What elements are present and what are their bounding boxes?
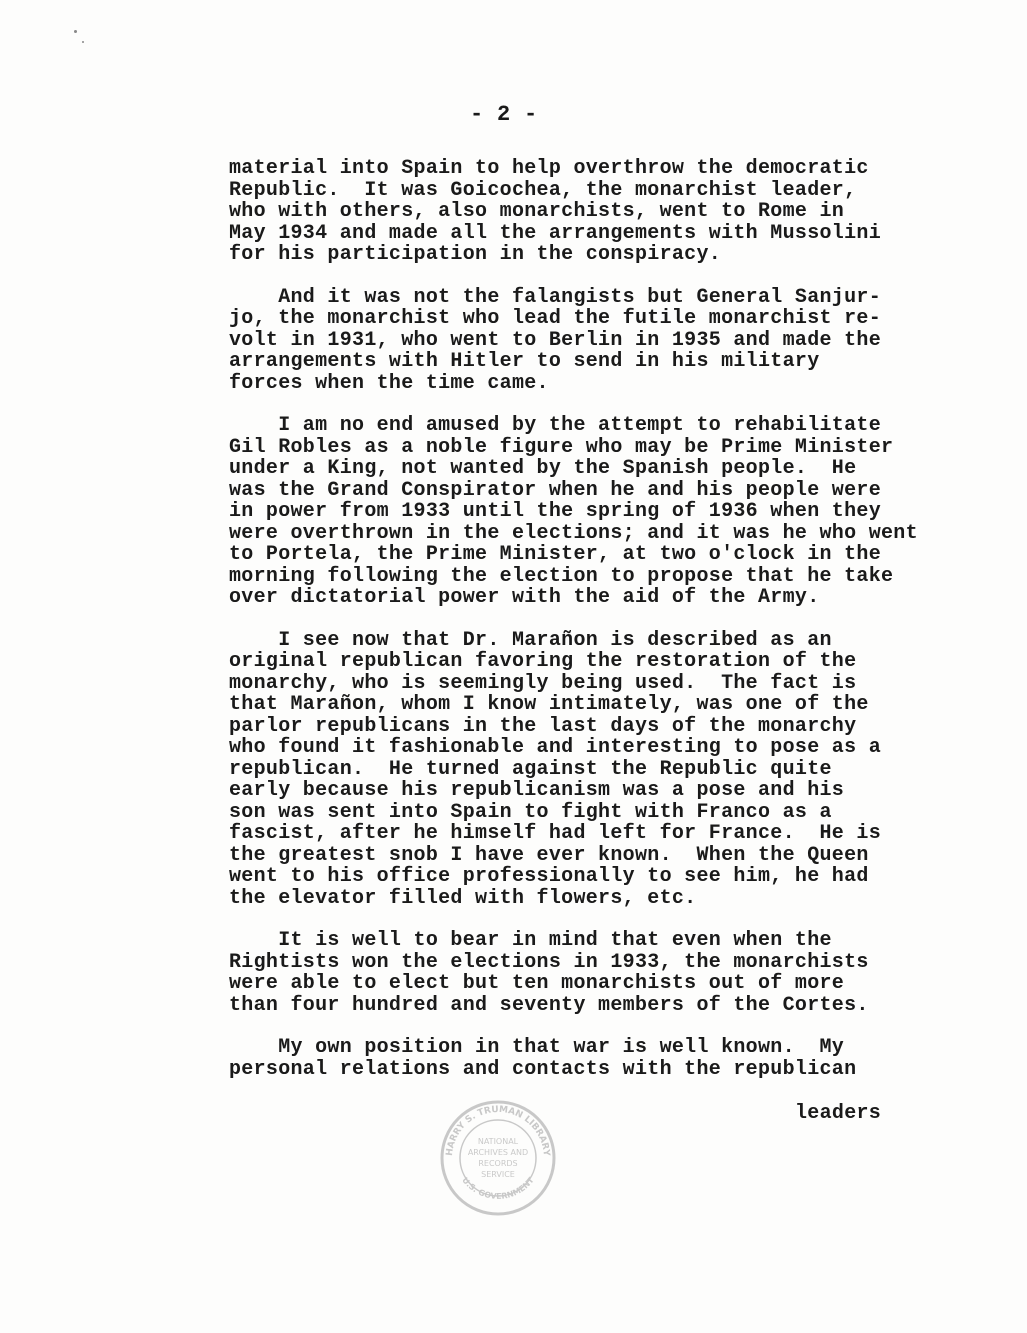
letter-body xyxy=(229,158,989,1101)
text-line: under a King, not wanted by the Spanish people. He xyxy=(229,457,857,480)
text-line: arrangements with Hitler to send in his military xyxy=(229,350,820,373)
text-line: volt in 1931, who went to Berlin in 1935 and made the xyxy=(229,328,882,352)
text-line: monarchy, who is seemingly being used. The fact is xyxy=(229,671,857,695)
text-line: Republic. It was Goicochea, the monarchist leader, xyxy=(229,178,857,202)
text-line: jo, the monarchist who lead the futile monarchist re- xyxy=(229,307,882,330)
stamp-line: SERVICE xyxy=(481,1170,515,1179)
text-line: than four hundred and seventy members of the Cortes. xyxy=(229,993,869,1017)
text-line: Rightists won the elections in 1933, the monarchists xyxy=(229,950,869,974)
text-line: And it was not the falangists but General Sanjur- xyxy=(229,285,882,309)
text-line: material into Spain to help overthrow the democratic xyxy=(229,157,869,180)
text-line: morning following the election to propose that he take xyxy=(229,564,894,588)
text-line: Gil Robles as a noble figure who may be Prime Minister xyxy=(229,435,894,459)
text-line: to Portela, the Prime Minister, at two o'clock in the xyxy=(229,543,882,566)
text-line: the greatest snob I have ever known. When the Queen xyxy=(229,843,869,867)
text-line: was the Grand Conspirator when he and his people were xyxy=(229,478,882,502)
page-number: - 2 - xyxy=(470,102,538,127)
text-line: May 1934 and made all the arrangements with Mussolini xyxy=(229,221,882,245)
paragraph xyxy=(229,287,989,395)
text-line: were overthrown in the elections; and it was he who went xyxy=(229,521,918,545)
text-line: It is well to bear in mind that even when the xyxy=(229,929,832,952)
text-line: personal relations and contacts with the republican xyxy=(229,1057,857,1081)
catchword: leaders xyxy=(795,1102,882,1125)
text-line: I see now that Dr. Marañon is described as an xyxy=(229,628,832,652)
paragraph xyxy=(229,415,989,609)
text-line: early because his republicanism was a pose and his xyxy=(229,779,845,802)
text-line: for his participation in the conspiracy. xyxy=(229,243,722,266)
text-line: son was sent into Spain to fight with Franco as a xyxy=(229,800,832,824)
stamp-ring-text-top: HARRY S. TRUMAN LIBRARY xyxy=(444,1104,552,1157)
stamp-line: ARCHIVES AND xyxy=(467,1148,529,1157)
paper-speck xyxy=(82,41,84,43)
archive-stamp-icon xyxy=(438,1098,558,1218)
text-line: that Marañon, whom I know intimately, was one of the xyxy=(229,693,869,716)
text-line: parlor republicans in the last days of the monarchy xyxy=(229,714,857,738)
stamp-line: NATIONAL xyxy=(477,1137,519,1146)
text-line: I am no end amused by the attempt to rehabilitate xyxy=(229,414,882,437)
text-line: went to his office professionally to see him, he had xyxy=(229,865,869,888)
paragraph xyxy=(229,630,989,910)
text-line: over dictatorial power with the aid of the Army. xyxy=(229,586,820,609)
text-line: My own position in that war is well known. My xyxy=(229,1036,845,1059)
paragraph xyxy=(229,930,989,1016)
stamp-line: RECORDS xyxy=(478,1159,518,1168)
text-line: forces when the time came. xyxy=(229,371,549,395)
paragraph xyxy=(229,158,989,266)
text-line: the elevator filled with flowers, etc. xyxy=(229,886,697,910)
text-line: fascist, after he himself had left for France. He is xyxy=(229,822,882,845)
svg-text:U.S. GOVERNMENT xyxy=(460,1175,536,1201)
text-line: who with others, also monarchists, went to Rome in xyxy=(229,200,845,223)
paragraph xyxy=(229,1037,989,1080)
text-line: in power from 1933 until the spring of 1936 when they xyxy=(229,500,882,523)
text-line: republican. He turned against the Republic quite xyxy=(229,757,832,781)
text-line: were able to elect but ten monarchists out of more xyxy=(229,972,845,995)
paper-speck xyxy=(74,30,77,33)
text-line: original republican favoring the restoration of the xyxy=(229,650,857,673)
text-line: who found it fashionable and interesting to pose as a xyxy=(229,736,882,759)
stamp-ring-text-bottom: U.S. GOVERNMENT xyxy=(460,1175,536,1201)
